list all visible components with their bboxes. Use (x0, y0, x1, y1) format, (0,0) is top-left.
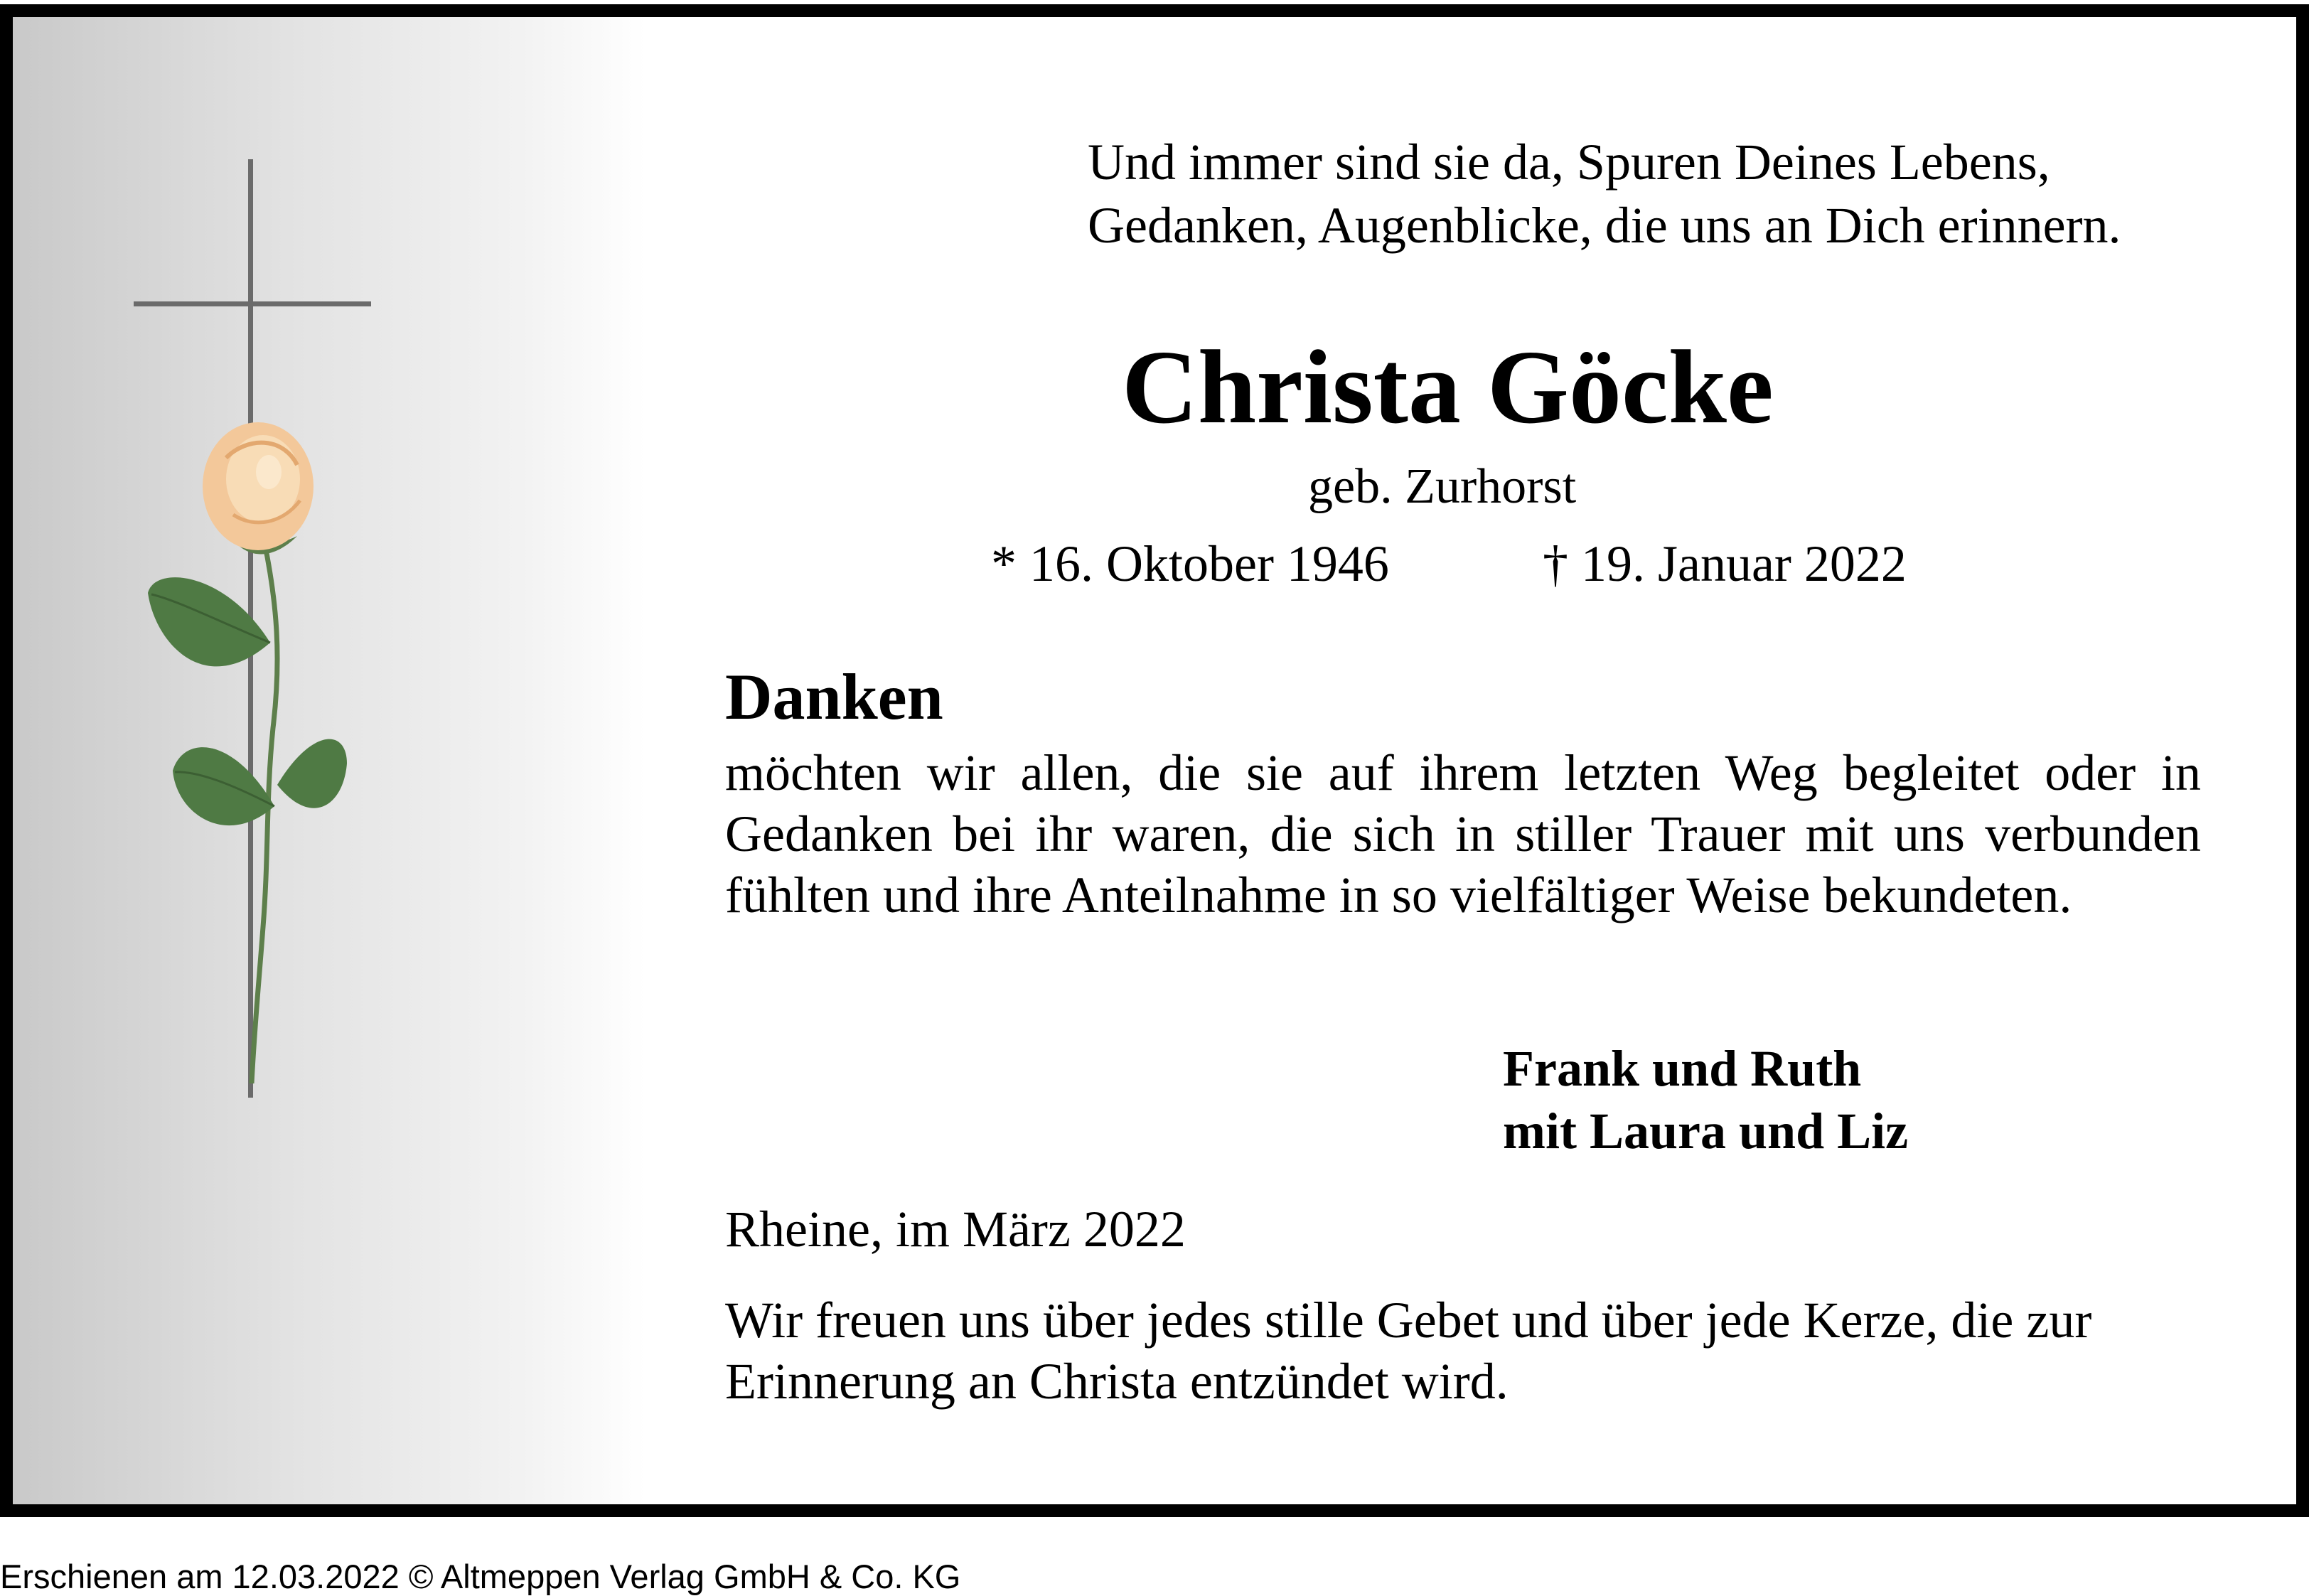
opening-quote (1088, 131, 2261, 257)
deceased-name: Christa Göcke (1122, 329, 1774, 446)
death-date: † 19. Januar 2022 (1543, 535, 1907, 592)
notice-content (13, 17, 2296, 1504)
birth-date: * 16. Oktober 1946 (991, 535, 1389, 592)
quote-line: Und immer sind sie da, Spuren Deines Lebens, (1088, 134, 2050, 191)
place-date: Rheine, im März 2022 (725, 1201, 1186, 1258)
signature-line: Frank und Ruth (1503, 1040, 1862, 1097)
signature-line: mit Laura und Liz (1503, 1103, 1909, 1159)
maiden-name: geb. Zurhorst (1308, 459, 1577, 514)
publication-footer: Erschienen am 12.03.2022 © Altmeppen Verlag GmbH & Co. KG (0, 1558, 961, 1595)
thanks-heading: Danken (725, 660, 943, 733)
quote-line: Gedanken, Augenblicke, die uns an Dich erinnern. (1088, 197, 2121, 254)
thanks-body: möchten wir allen, die sie auf ihrem letzten Weg begleitet oder in Gedanken bei ihr waren, die sich in stiller Trauer mit uns verbunden fühlten und ihre Anteilnahme in so vielfältiger Weise bekundeten. (725, 744, 2201, 923)
obituary-card (0, 4, 2309, 1517)
closing-text: Wir freuen uns über jedes stille Gebet und über jede Kerze, die zur Erinnerung an Christa entzündet wird. (725, 1292, 2092, 1410)
